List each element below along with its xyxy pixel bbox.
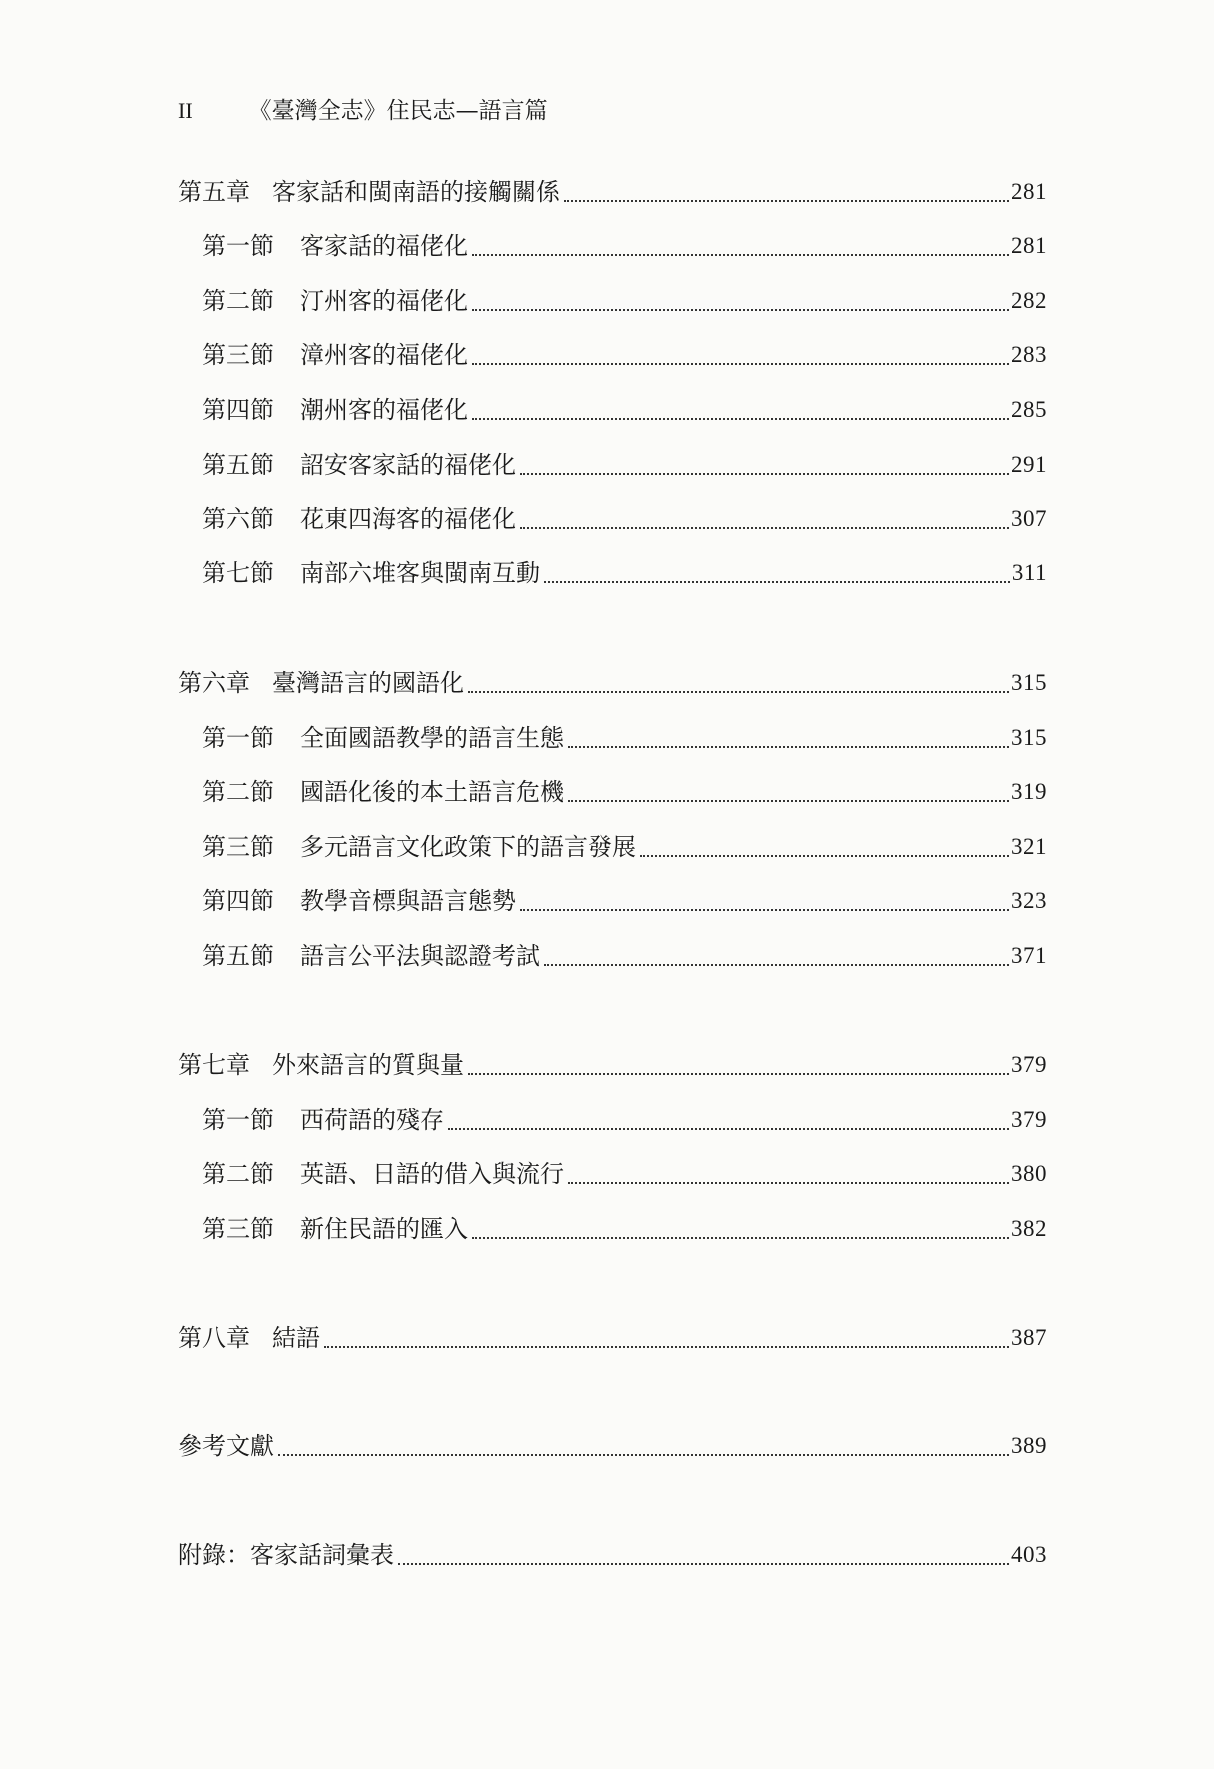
toc-page: 323	[1011, 888, 1047, 913]
dot-leader	[520, 449, 1009, 481]
toc-entry-section[interactable]	[202, 557, 1047, 589]
toc-entry-section[interactable]	[202, 776, 1047, 808]
toc-entry-section[interactable]	[202, 1104, 1047, 1136]
toc-number: 第二節	[202, 778, 274, 806]
toc-title: 參考文獻	[178, 1432, 274, 1460]
toc-number: 第三節	[202, 341, 274, 369]
toc-number: 第七節	[202, 559, 274, 587]
dot-leader	[544, 557, 1010, 589]
toc-entry-section[interactable]	[202, 722, 1047, 754]
toc-page: 380	[1011, 1161, 1047, 1186]
toc-number: 第一節	[202, 724, 274, 752]
toc-entry-references[interactable]	[178, 1430, 1047, 1462]
toc-page: 321	[1011, 834, 1047, 859]
toc-number: 第二節	[202, 1160, 274, 1188]
toc-page: 371	[1011, 943, 1047, 968]
toc-title: 國語化後的本土語言危機	[300, 778, 564, 806]
toc-title: 英語、日語的借入與流行	[300, 1160, 564, 1188]
dot-leader	[472, 394, 1009, 426]
toc-entry-chapter-5[interactable]	[178, 176, 1047, 208]
toc-number: 第六節	[202, 505, 274, 533]
dot-leader	[520, 885, 1009, 917]
toc-title: 語言公平法與認證考試	[300, 942, 540, 970]
toc-entry-section[interactable]	[202, 394, 1047, 426]
toc-page: 307	[1011, 506, 1047, 531]
toc-page: 311	[1011, 560, 1047, 585]
toc-title: 汀州客的福佬化	[300, 287, 468, 315]
toc-number: 第四節	[202, 887, 274, 915]
toc-page: 315	[1011, 670, 1047, 695]
dot-leader	[448, 1104, 1009, 1136]
toc-page: 291	[1011, 452, 1047, 477]
toc-title: 臺灣語言的國語化	[272, 669, 464, 697]
toc-entry-chapter-7[interactable]	[178, 1049, 1047, 1081]
toc-entry-chapter-8[interactable]	[178, 1322, 1047, 1354]
toc-title: 附錄：客家話詞彙表	[178, 1541, 394, 1569]
dot-leader	[468, 1049, 1009, 1081]
dot-leader	[544, 940, 1009, 972]
toc-entry-section[interactable]	[202, 1158, 1047, 1190]
toc-title: 外來語言的質與量	[272, 1051, 464, 1079]
toc-entry-section[interactable]	[202, 940, 1047, 972]
toc-entry-section[interactable]	[202, 831, 1047, 863]
toc-entry-section[interactable]	[202, 1213, 1047, 1245]
toc-entry-section[interactable]	[202, 339, 1047, 371]
toc-entry-section[interactable]	[202, 230, 1047, 262]
book-title: 《臺灣全志》住民志—語言篇	[248, 98, 548, 124]
toc-number: 第八章	[178, 1324, 250, 1352]
toc-entry-section[interactable]	[202, 285, 1047, 317]
toc-page: 282	[1011, 288, 1047, 313]
toc-number: 第一節	[202, 1106, 274, 1134]
toc-page: 382	[1011, 1216, 1047, 1241]
toc-title: 客家話的福佬化	[300, 232, 468, 260]
toc-number: 第六章	[178, 669, 250, 697]
toc-entry-section[interactable]	[202, 503, 1047, 535]
dot-leader	[520, 503, 1009, 535]
page-number: II	[178, 98, 193, 123]
toc-title: 新住民語的匯入	[300, 1215, 468, 1243]
toc-title: 西荷語的殘存	[300, 1106, 444, 1134]
toc-page: 403	[1011, 1542, 1047, 1567]
toc-page: 387	[1011, 1325, 1047, 1350]
toc-number: 第五節	[202, 451, 274, 479]
toc-title: 花東四海客的福佬化	[300, 505, 516, 533]
dot-leader	[278, 1430, 1009, 1462]
toc-page: 379	[1011, 1107, 1047, 1132]
toc-number: 第三節	[202, 1215, 274, 1243]
toc-number: 第三節	[202, 833, 274, 861]
toc-page: 281	[1011, 179, 1047, 204]
dot-leader	[468, 667, 1009, 699]
dot-leader	[640, 831, 1009, 863]
toc-title: 漳州客的福佬化	[300, 341, 468, 369]
dot-leader	[398, 1539, 1009, 1571]
dot-leader	[568, 776, 1009, 808]
toc-title: 潮州客的福佬化	[300, 396, 468, 424]
toc-entry-section[interactable]	[202, 449, 1047, 481]
toc-number: 第五節	[202, 942, 274, 970]
toc-title: 結語	[272, 1324, 320, 1352]
toc-number: 第四節	[202, 396, 274, 424]
toc-number: 第五章	[178, 178, 250, 206]
dot-leader	[472, 1213, 1009, 1245]
toc-entry-appendix[interactable]	[178, 1539, 1047, 1571]
dot-leader	[472, 339, 1009, 371]
toc-number: 第七章	[178, 1051, 250, 1079]
toc-page: 281	[1011, 233, 1047, 258]
dot-leader	[324, 1322, 1009, 1354]
toc-page: 283	[1011, 342, 1047, 367]
toc-entry-chapter-6[interactable]	[178, 667, 1047, 699]
toc-title: 教學音標與語言態勢	[300, 887, 516, 915]
dot-leader	[472, 230, 1009, 262]
dot-leader	[472, 285, 1009, 317]
toc-entry-section[interactable]	[202, 885, 1047, 917]
dot-leader	[568, 1158, 1009, 1190]
toc-title: 南部六堆客與閩南互動	[300, 559, 540, 587]
toc-title: 全面國語教學的語言生態	[300, 724, 564, 752]
toc-page: 315	[1011, 725, 1047, 750]
toc-page: 285	[1011, 397, 1047, 422]
toc-title: 客家話和閩南語的接觸關係	[272, 178, 560, 206]
toc-title: 多元語言文化政策下的語言發展	[300, 833, 636, 861]
dot-leader	[568, 722, 1009, 754]
toc-title: 詔安客家話的福佬化	[300, 451, 516, 479]
toc-number: 第二節	[202, 287, 274, 315]
dot-leader	[564, 176, 1009, 208]
toc-number: 第一節	[202, 232, 274, 260]
toc-page: 319	[1011, 779, 1047, 804]
toc-page: 389	[1011, 1433, 1047, 1458]
toc-page: 379	[1011, 1052, 1047, 1077]
